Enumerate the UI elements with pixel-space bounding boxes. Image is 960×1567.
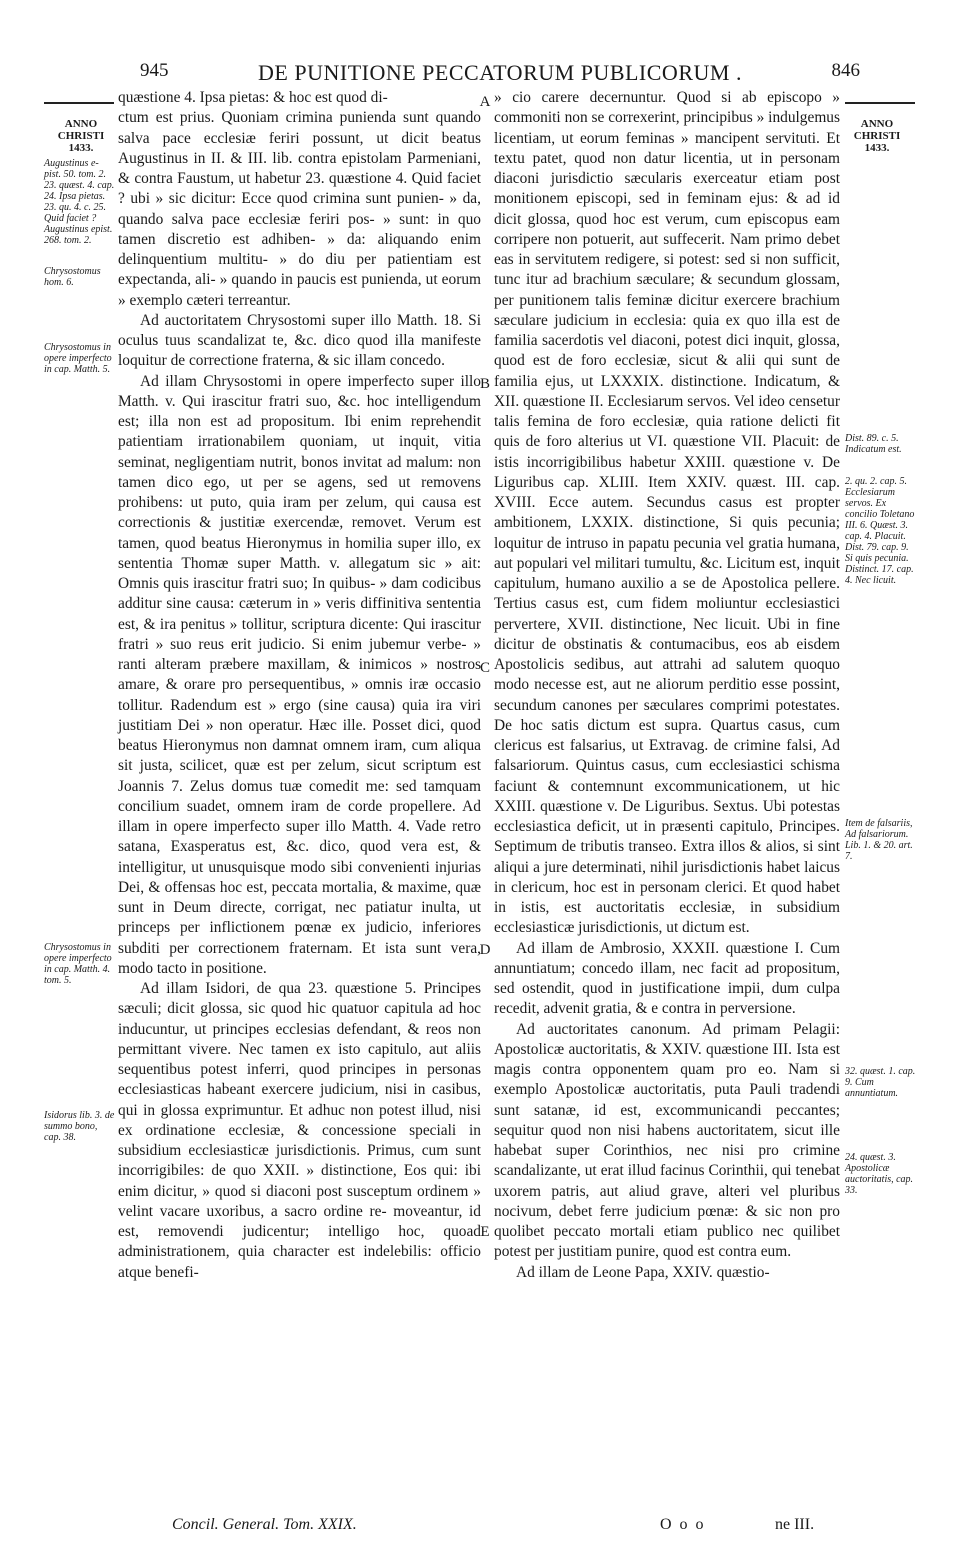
page-number-left: 945 [140,60,169,81]
left-column [118,88,481,1283]
paragraph: Ad auctoritates canonum. Ad primam Pelagii: Apostolicæ auctoritatis, & XXIV. quæstione III. Ista est magis contra opponentem quam pro eo. Nam si exemplo Apostolicæ auctoritatis, puta Pauli tradendi sunt satanæ, id est, excommunicandi peccantes; sequitur quod non nisi habens auctoritatem, sicut ille habebat super Corinthios, nec nisi pro crimine scandalizante, ut erat illud facinus Corinthii, qui tenebat uxorem patris, aut aliud grave, alteri vel pluribus nocivum, debet ferre judicium pœnæ: & sic non pro quolibet peccato mortali etiam publico nec quilibet potest per justitiam punire, quod est contra eum. [494,1020,840,1261]
rule-left [44,102,114,104]
paragraph: Ad illam Chrysostomi in opere imperfecto super illo Matth. v. Qui irascitur fratri suo, &c. hoc intelligendum est; illa non est ad propositum. Ibi enim reprehendit patientiam irrationabilem quoniam, ut inquit, vitia seminat, negligentiam nutrit, bonos invitat ad malum: non tamen dico ego, ut per se agens, sed ut removens prohibens: ut puto, quia iram per zelum, qui causa est correctionis & justitiæ exercendæ, removet. Verum est tamen, quod beatus Hieronymus in homilia super illo, ex sententia Thomæ super Matth. v. allegatum sic » ait: Omnis quis irascitur fratri suo; In quibus- » dam codicibus additur sine causa: cæterum in » veris diffinitiva sententia est, & ira penitus » tollitur, scriptura dicente: Qui irascitur fratri » suo reus erit judicio. Si enim jubemur verbe- » ranti alteram præbere maxillam, & inimicos » nostros amare, & orare pro persequentibus, » omnis iræ occasio tollitur. Radendum est » ergo (sine causa) quia ira viri justitiam Dei » non operatur. Hæc ille. Posset dici, quod beatus Hieronymus non damnat omnem iram, cum aliqua sit justa, scilicet, quæ est per zelum, sicut scriptum est Joannis 7. Zelus domus tuæ comedit me: sed tamquam concilium suadet, omnem iram de corde propellere. Ad illam in opere imperfecto super illo Matth. 4. Vade retro satana, Exasperatus est, &c. dico, quod vera est, & intelligitur, ut unusquisque modo sibi convenienti injurias Dei, & offensas hoc est, peccata mortalia, & maxime, quæ sunt in Deum directe, corrigat, nec patiatur inulta, ut princeps per inflictionem pœnæ ex judicio, inferiores subditi per correctionem fraternam. Et ista sunt vera, modo tacto in positione. [118,372,481,977]
section-letter-a: A [479,94,491,110]
paragraph: Ad illam de Leone Papa, XXIV. quæstio- [516,1263,770,1281]
page-footer [140,1516,860,1540]
margin-note-right: 32. quæst. 1. cap. 9. Cum annuntiatum. [845,1066,916,1099]
section-letter-c: C [479,660,490,676]
anno-christi-right: ANNO CHRISTI 1433. [853,118,901,154]
footer-volume: Concil. General. Tom. XXIX. [172,1516,357,1533]
paragraph: Ad illam Isidori, de qua 23. quæstione 5. Principes sæculi; dicit glossa, sic quod hic quatuor capitula ad hoc inducuntur, ut principes ecclesias defendant, & reos non permittant vivere. Nec tamen ex isto capitulo, aut aliis sequentibus potest inferri, quod principes in personas ecclesiasticas habeant exercere judicium, nisi in casibus, qui in glossa exprimuntur. Et adhuc non potest illud, nisi ex ordinatione ecclesiæ, & concessione speciali in subsidium ecclesiasticæ jurisdictionis. Primus, cum sunt incorrigibiles: de quo XXII. » distinctione, Eos qui: ibi enim dicitur, » quod si diaconi post susceptum ordinem » velint vacare uxoribus, a sacro ordine re- moveantur, id est, removendi judicentur; intelligo hoc, quoad administrationem, quia character est indelebilis: officio atque benefi- [118,980,481,1281]
running-header [140,60,860,90]
paragraph: quæstione 4. Ipsa pietas: & hoc est quod di- [118,89,388,106]
margin-note-left: Isidorus lib. 3. de summo bono, cap. 38. [44,1110,115,1143]
page-number-right: 846 [831,60,860,81]
section-letter-e: E [480,1224,490,1240]
anno-christi-left: ANNO CHRISTI 1433. [57,118,105,154]
page-title: DE PUNITIONE PECCATORUM PUBLICORUM . [258,60,742,85]
margin-note-right: 2. qu. 2. cap. 5. Ecclesiarum servos. Ex concilio Toletano III. 6. Quæst. 3. cap. 4. Placuit. Dist. 79. cap. 9. Si quis pecunia. Distinct. 17. cap. 4. Nec licuit. [845,476,915,586]
margin-note-left: Chrysostomus in opere imperfecto in cap. Matth. 5. [44,342,112,375]
margin-note-left: Chrysostomus hom. 6. [44,266,101,288]
margin-note-left: Chrysostomus in opere imperfecto in cap. Matth. 4. tom. 5. [44,942,112,986]
paragraph: Ad auctoritatem Chrysostomi super illo Matth. 18. Si oculus tuus scandalizat te, &c. dico quod illa manifeste loquitur de correctione fraterna, & sic illam concedo. [118,311,481,370]
right-column [494,88,840,1283]
margin-note-right: Dist. 89. c. 5. Indicatum est. [845,433,902,455]
paragraph: Ad illam de Ambrosio, XXXII. quæstione I. Cum annuntiatum; concedo illam, nec facit ad propositum, sed ostendit, quod in justificatione impii, dum culpa recedit, advenit gratia, & e contra in perversione. [494,939,840,1018]
margin-note-right: 24. quæst. 3. Apostolicæ auctoritatis, cap. 33. [845,1152,914,1196]
catchword: ne III. [775,1516,815,1533]
margin-note-left: Augustinus e- pist. 50. tom. 2. 23. quæst. 4. cap. 24. Ipsa pietas. 23. qu. 4. c. 25. Quid faciet ? Augustinus epist. 268. tom. 2. [44,158,115,246]
section-letter-d: D [479,942,491,958]
section-letter-b: B [479,376,490,392]
margin-note-right: Item de falsariis, Ad falsariorum. Lib. 1. & 20. art. 7. [845,818,913,862]
signature-mark: O o o [660,1516,706,1533]
paragraph: » cio carere decernuntur. Quod si ab episcopo » commoniti non se correxerint, principibus » indulgemus licentiam, ut eorum feminas » mancipent servituti. Et textu patet, quod non datur licentia, ut in personam diaconi jurisdictio sæcularis exerceatur etiam post monitionem episcopi, sed in feminam ejus: & ad id dicit glossa, quod hoc est verum, cum episcopus eam corripere non potuerit, aut suffecerit. Nam primo debet eas in servitutem redigere, si potest: sed si non sufficit, tunc itur ad brachium sæculare; & secundum glossam, per punitionem talis feminæ dicitur exercere brachium sæculare judicium in ecclesia: quia ex quo illa est de familia sacerdotis vel diaconi, potest dici inquit, glossa, quod est de foro ecclesiæ, sicut & alii qui sunt de familia ejus, ut LXXXIX. distinctione. Indicatum, & XII. quæstione II. Ecclesiarum servos. Vel ideo censetur talis femina de foro ecclesiæ, quia ratione delicti fit quis de foro alterius ut VI. quæstione VII. Placuit: de istis incorrigibilibus habetur XXIII. quæstione v. De Liguribus cap. XLIII. Item XXIV. quæst. III. cap. XVIII. Ecce autem. Secundus casus est propter ambitionem, LXXIX. distinctione, Si quis pecunia; loquitur de intruso in papatu pecunia vel gratia humana, aut populari vel militari tumultu, &c. Licitum est, inquit capitulum, humano auxilio a se de Apostolica pellere. Tertius casus est, cum fidem moliuntur ecclesiastici pervertere, XVII. distinctione, Nec licuit. Ubi in fine dicitur de obstinatis & contumacibus, eos ab eisdem Apostolicis sedibus, aut attrahi ad salutem quoquo modo necesse est, aut ne aliorum perditio esse possint, secundum canones per sæculares comprimi potestates. De hoc satis dictum est supra. Quartus casus, cum clericus est falsarius, ut Extravag. de crimine falsi, Ad falsariorum. Quintus casus, cum ecclesiastici schisma faciunt & contemnunt excommunicationem, ut hic XXIII. quæstione v. De Liguribus. Sextus. Ubi potestas ecclesiastica deficit, ut in præsenti capitulo, Principes. Septimum de tributis transeo. Extra illos & alios, si sint aliqui a jure determinati, nihil jurisdictionis habet laicus in clericum, hoc est in personam clerici. Et quod habet in istis, est auctoritatis ecclesiæ, in subsidium ecclesiasticæ jurisdictionis, ut dictum est. [494,89,840,937]
paragraph: ctum est prius. Quoniam crimina punienda sunt quando salva pace ecclesiæ feriri possunt, ut dicit beatus Augustinus in II. & III. lib. contra epistolam Parmeniani, & contra Faustum, ut habetur 23. quæstione 4. Quid faciet ? ubi » sic dicitur: Ecce quod crimina sunt punien- » da, quando salva pace ecclesiæ feriri pos- » sunt: in quo tamen discretio est adhiben- » da: aliquando enim delinquentium multitu- » do diu per patientiam est expectanda, ali- » quando in paucis est punienda, ut eorum » exemplo cæteri terreantur. [118,109,481,309]
rule-right [845,102,915,104]
